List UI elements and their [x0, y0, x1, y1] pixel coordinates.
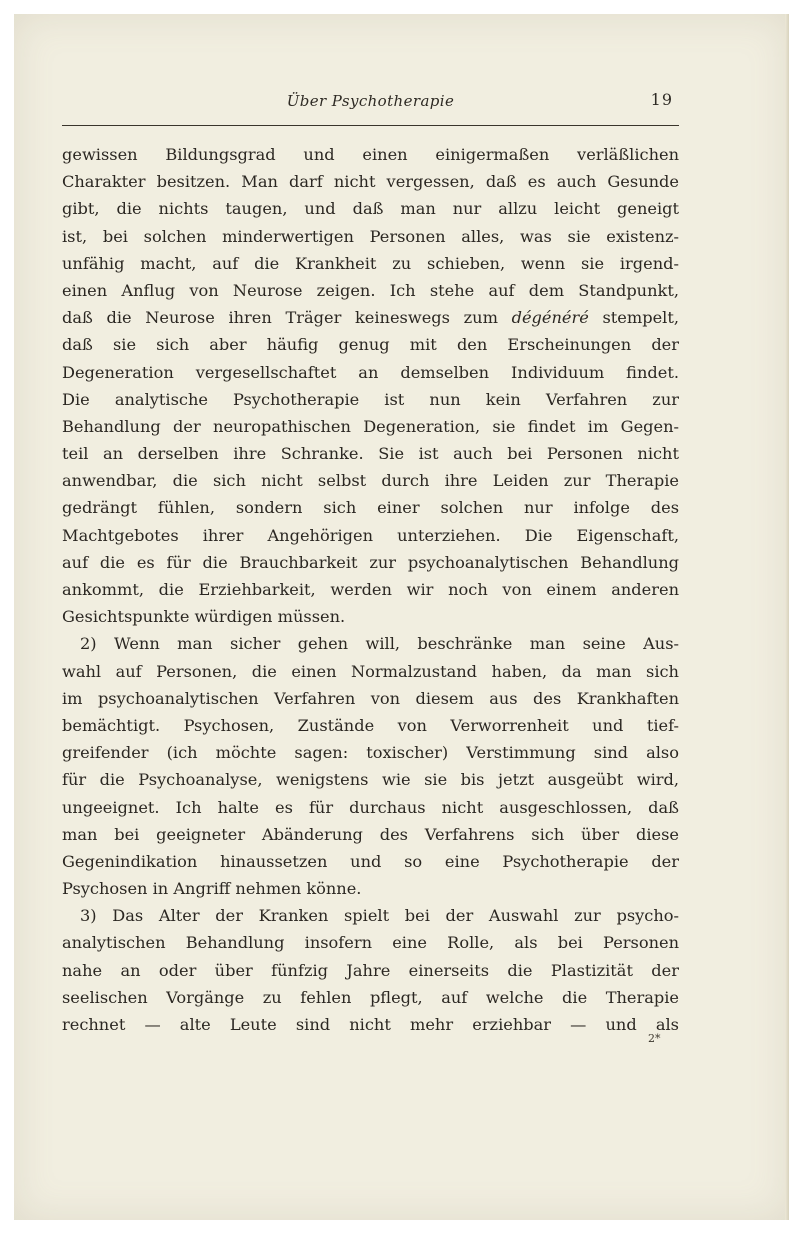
text-line: Gegenindikation hinaussetzen und so eine Psychotherapie der [62, 851, 679, 871]
text-segment: daß die Neurose ihren Träger keineswegs zum [62, 308, 512, 328]
text-line: für die Psychoanalyse, wenigstens wie sie bis jetzt ausgeübt wird, [62, 770, 679, 790]
text-line: greifender (ich möchte sagen: toxischer) Verstimmung sind also [62, 743, 679, 763]
text-line: unfähig macht, auf die Krankheit zu schieben, wenn sie irgend- [62, 253, 679, 273]
page-number: 19 [650, 90, 673, 109]
header-rule [62, 125, 679, 126]
text-line: anwendbar, die sich nicht selbst durch ihre Leiden zur Therapie [62, 471, 679, 491]
text-line: wahl auf Personen, die einen Normalzustand haben, da man sich [62, 661, 679, 681]
text-line: gewissen Bildungsgrad und einen einigermaßen verläßlichen [62, 145, 679, 164]
text-line: Behandlung der neuropathischen Degeneration, sie findet im Gegen- [62, 416, 679, 436]
text-line: ankommt, die Erziehbarkeit, werden wir noch von einem anderen [62, 580, 679, 599]
text-line: auf die es für die Brauchbarkeit zur psychoanalytischen Behandlung [62, 552, 679, 572]
page-header [62, 90, 679, 114]
text-line: ist, bei solchen minderwertigen Personen alles, was sie existenz- [62, 226, 679, 246]
text-line: einen Anflug von Neurose zeigen. Ich stehe auf dem Standpunkt, [62, 280, 679, 300]
text-line: daß sie sich aber häufig genug mit den Erscheinungen der [62, 335, 679, 355]
text-line: nahe an oder über fünfzig Jahre einerseits die Plastizität der [62, 960, 679, 980]
text-line: Charakter besitzen. Man darf nicht vergessen, daß es auch Gesunde [62, 172, 679, 192]
text-line: 3) Das Alter der Kranken spielt bei der Auswahl zur psycho- [80, 906, 679, 926]
text-line: Degeneration vergesellschaftet an demselben Individuum findet. [62, 362, 679, 382]
text-line: Die analytische Psychotherapie ist nun kein Verfahren zur [62, 389, 679, 409]
text-line: rechnet — alte Leute sind nicht mehr erziehbar — und als [62, 1015, 679, 1034]
text-line: ungeeignet. Ich halte es für durchaus nicht ausgeschlossen, daß [62, 797, 679, 817]
page-edge [785, 14, 789, 1220]
text-segment: stempelt, [588, 308, 679, 328]
text-line: bemächtigt. Psychosen, Zustände von Verworrenheit und tief- [62, 715, 679, 735]
text-line: man bei geeigneter Abänderung des Verfahrens sich über diese [62, 824, 679, 844]
text-line: Machtgebotes ihrer Angehörigen unterziehen. Die Eigenschaft, [62, 525, 679, 545]
italic-term: dégénéré [511, 308, 589, 328]
running-title: Über Psychotherapie [286, 92, 455, 110]
text-line: analytischen Behandlung insofern eine Rolle, als bei Personen [62, 933, 679, 953]
text-line [62, 304, 679, 331]
text-line: teil an derselben ihre Schranke. Sie ist auch bei Personen nicht [62, 444, 679, 464]
text-line: gedrängt fühlen, sondern sich einer solchen nur infolge des [62, 498, 679, 518]
body-text [62, 141, 679, 1038]
text-line: Gesichtspunkte würdigen müssen. [62, 607, 346, 627]
signature-mark: 2* [648, 1032, 661, 1045]
text-line: Psychosen in Angriff nehmen könne. [62, 879, 362, 899]
text-line: im psychoanalytischen Verfahren von diesem aus des Krankhaften [62, 688, 679, 708]
text-line: gibt, die nichts taugen, und daß man nur allzu leicht geneigt [62, 199, 679, 219]
text-line: seelischen Vorgänge zu fehlen pflegt, auf welche die Therapie [62, 987, 679, 1007]
text-line: 2) Wenn man sicher gehen will, beschränke man seine Aus- [80, 634, 679, 654]
